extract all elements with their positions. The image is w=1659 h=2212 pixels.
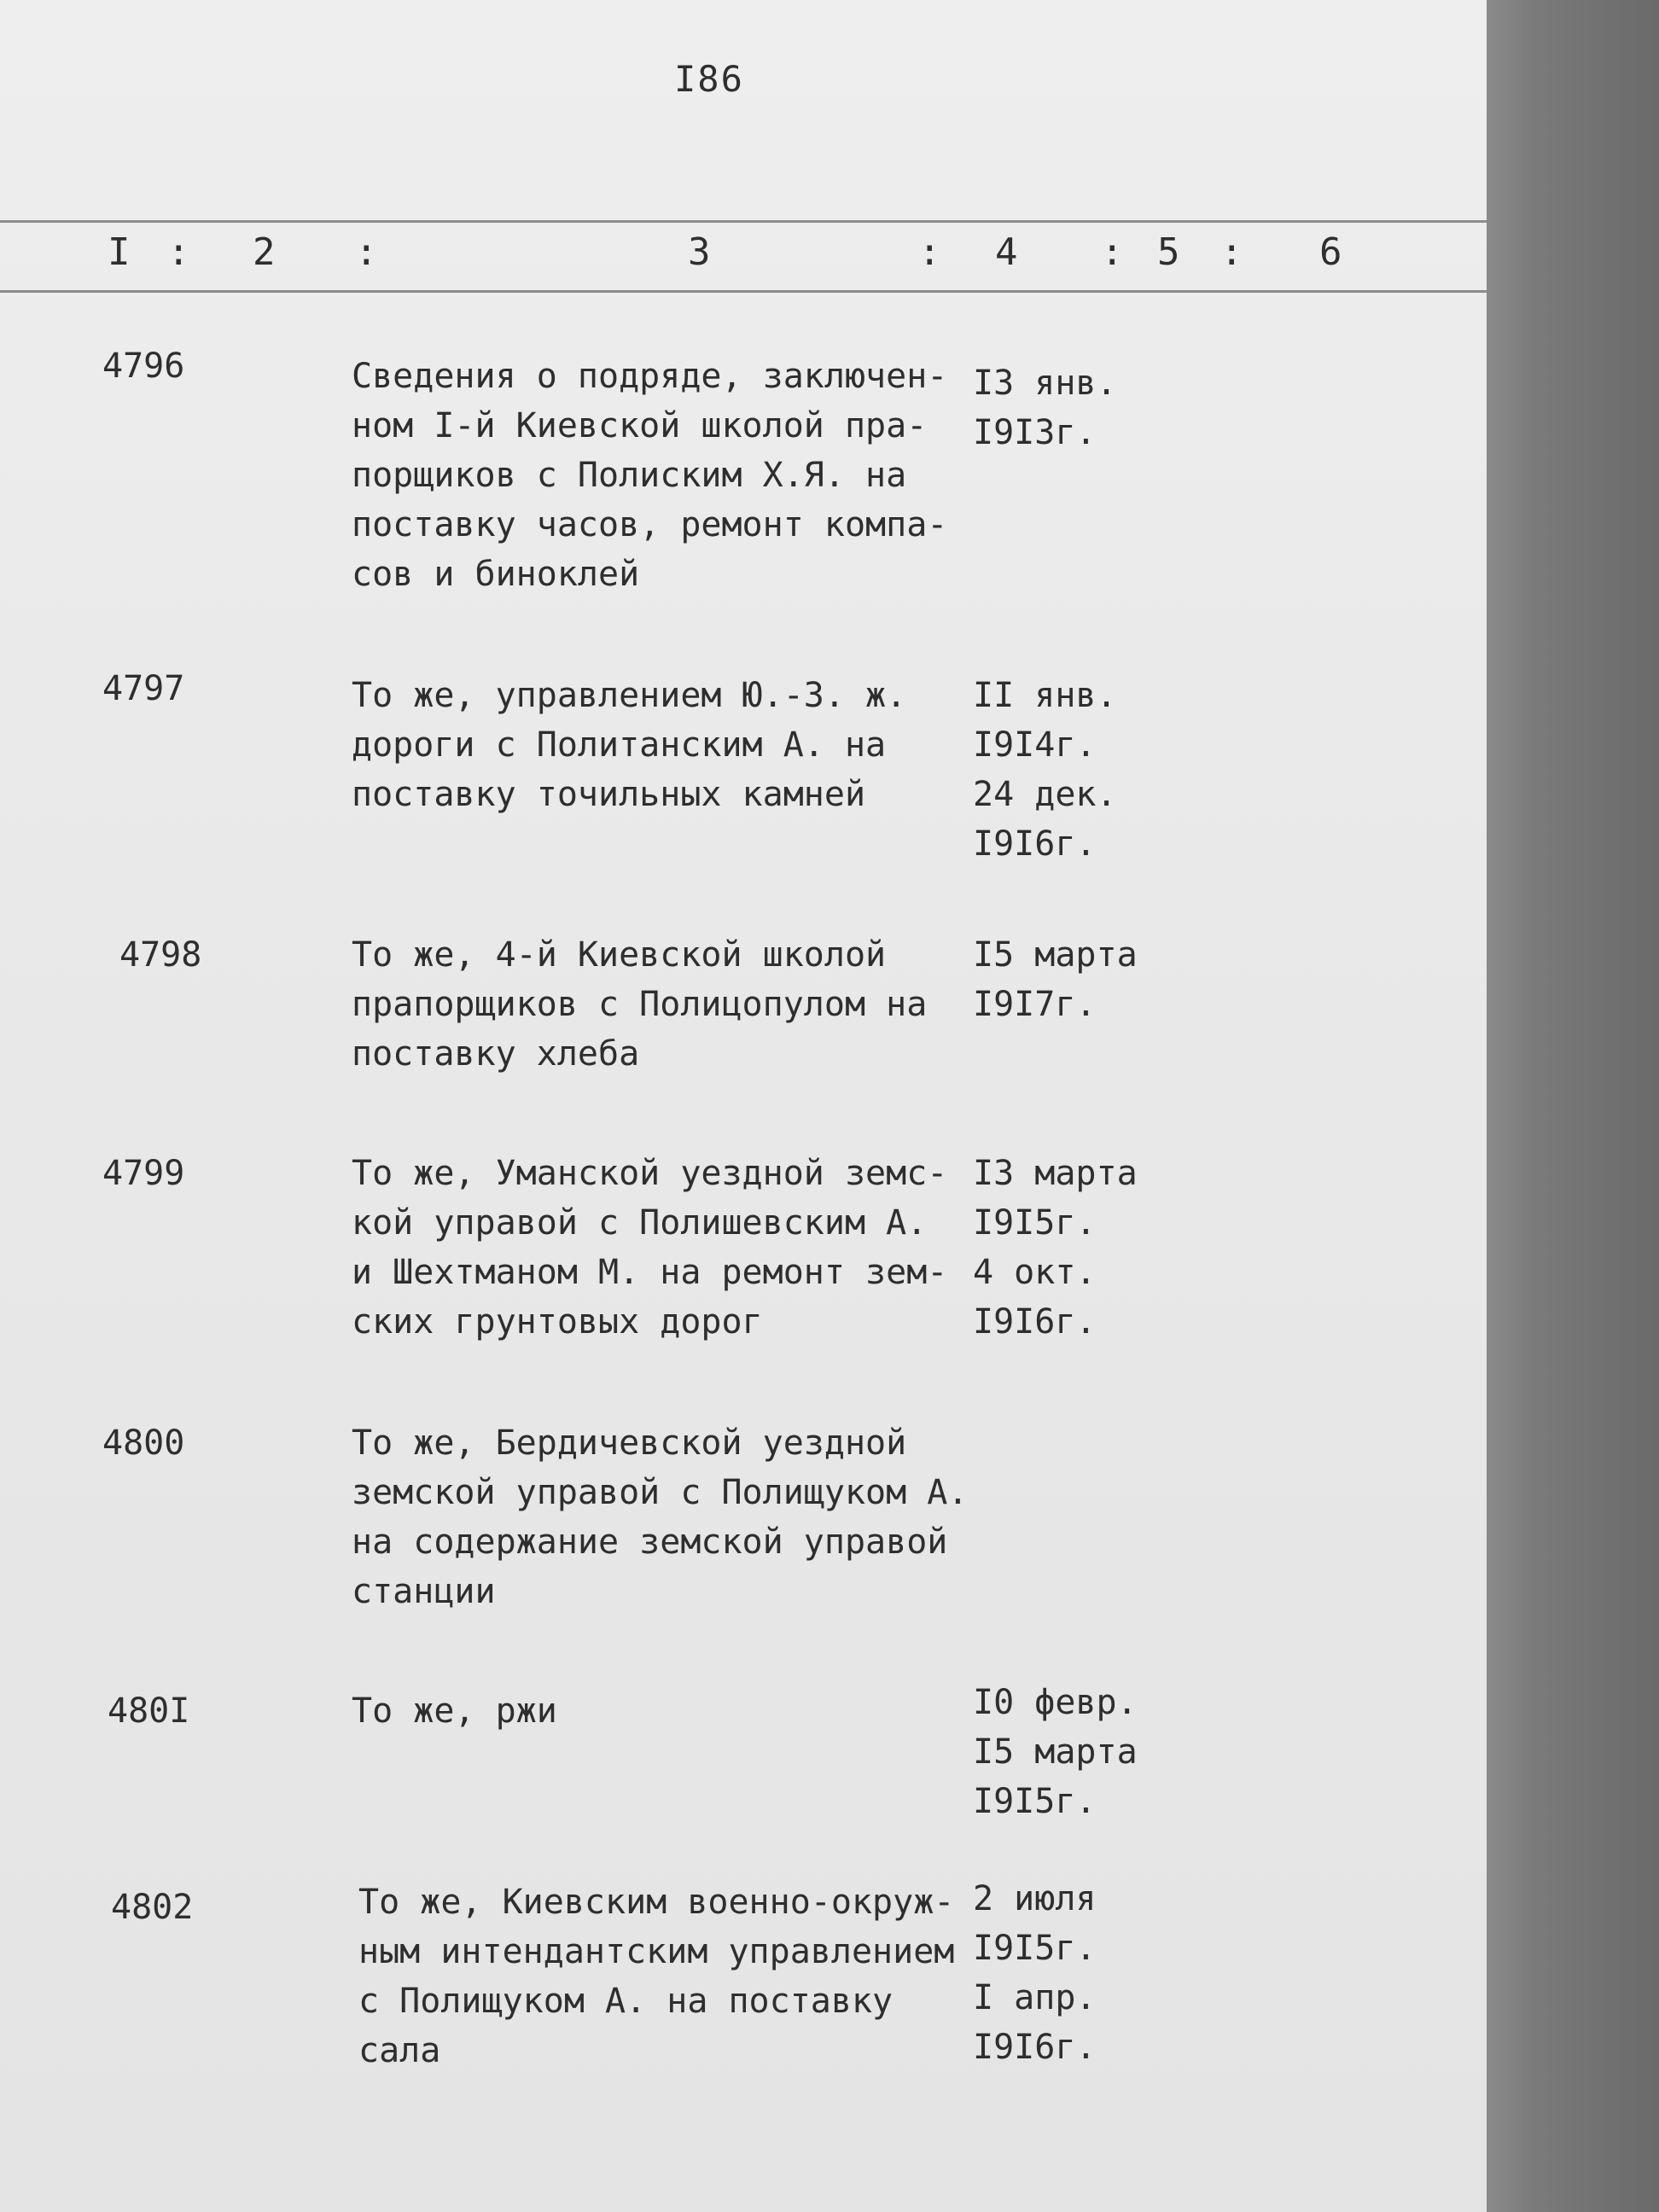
page-edge-shadow — [1487, 0, 1659, 2212]
date-line: I5 марта — [973, 935, 1138, 975]
description-line: Сведения о подряде, заключен- — [352, 357, 948, 396]
date-line: II янв. — [973, 676, 1117, 715]
date-line: I9I5г. — [973, 1782, 1097, 1821]
date-line: I9I6г. — [973, 2028, 1097, 2067]
entry-number: 4800 — [102, 1423, 185, 1463]
description-line: ным интендантским управлением — [358, 1932, 955, 1971]
entry-description — [352, 671, 906, 819]
description-line: поставку точильных камней — [352, 775, 866, 814]
column-header-2: 2 — [253, 230, 276, 274]
description-line: поставку хлеба — [352, 1034, 640, 1074]
page-number: I86 — [674, 58, 744, 100]
column-separator: : — [1101, 230, 1124, 274]
date-line: I9I6г. — [973, 824, 1097, 864]
entry-description — [352, 1686, 557, 1736]
date-line: 24 дек. — [973, 775, 1117, 814]
description-line: кой управой с Полишевским А. — [352, 1203, 928, 1243]
description-line: То же, ржи — [352, 1691, 557, 1731]
entry-description — [352, 1418, 968, 1616]
entry-number: 4797 — [102, 669, 185, 708]
description-line: с Полищуком А. на поставку — [358, 1982, 894, 2021]
entry-dates — [973, 1149, 1138, 1347]
column-separator: : — [918, 230, 941, 274]
entry-dates — [973, 671, 1117, 869]
description-line: То же, Уманской уездной земс- — [352, 1154, 948, 1193]
date-line: I9I6г. — [973, 1302, 1097, 1342]
column-separator: : — [167, 230, 190, 274]
description-line: поставку часов, ремонт компа- — [352, 505, 948, 544]
entry-description — [352, 930, 927, 1079]
column-header-6: 6 — [1319, 230, 1342, 274]
column-header-3: 3 — [688, 230, 711, 274]
entry-dates — [973, 1874, 1097, 2072]
description-line: дороги с Политанским А. на — [352, 725, 887, 765]
description-line: сов и биноклей — [352, 555, 640, 594]
entry-number: 4798 — [119, 935, 202, 975]
description-line: ских грунтовых дорог — [352, 1302, 763, 1342]
column-header-4: 4 — [995, 230, 1018, 274]
description-line: на содержание земской управой — [352, 1522, 948, 1562]
entry-number: 4796 — [102, 346, 185, 386]
entry-dates — [973, 1678, 1138, 1826]
description-line: сала — [358, 2031, 441, 2070]
date-line: I9I4г. — [973, 725, 1097, 765]
entry-number: 4802 — [111, 1888, 194, 1927]
date-line: I9I7г. — [973, 985, 1097, 1024]
date-line: I9I5г. — [973, 1929, 1097, 1968]
date-line: 2 июля — [973, 1879, 1097, 1918]
description-line: станции — [352, 1572, 496, 1611]
description-line: и Шехтманом М. на ремонт зем- — [352, 1253, 948, 1292]
description-line: То же, управлением Ю.-З. ж. — [352, 676, 907, 715]
column-header-1: I — [108, 230, 131, 274]
date-line: I9I5г. — [973, 1203, 1097, 1243]
description-line: То же, 4-й Киевской школой — [352, 935, 887, 975]
description-line: То же, Бердичевской уездной — [352, 1423, 907, 1463]
entry-description — [352, 352, 947, 599]
column-header-5: 5 — [1157, 230, 1180, 274]
date-line: I9I3г. — [973, 413, 1097, 452]
entry-dates — [973, 930, 1138, 1029]
entry-number: 480I — [108, 1691, 190, 1731]
entry-dates — [973, 358, 1117, 457]
date-line: I3 марта — [973, 1154, 1138, 1193]
header-rule-bottom — [0, 290, 1487, 293]
description-line: То же, Киевским военно-окруж- — [358, 1883, 955, 1922]
date-line: I5 марта — [973, 1732, 1138, 1772]
date-line: 4 окт. — [973, 1253, 1097, 1292]
description-line: земской управой с Полищуком А. — [352, 1473, 969, 1512]
entry-number: 4799 — [102, 1154, 185, 1193]
entry-description — [352, 1149, 947, 1347]
description-line: прапорщиков с Полицопулом на — [352, 985, 928, 1024]
date-line: I0 февр. — [973, 1683, 1138, 1722]
column-separator: : — [1220, 230, 1243, 274]
description-line: ном I-й Киевской школой пра- — [352, 406, 928, 445]
column-separator: : — [355, 230, 378, 274]
date-line: I3 янв. — [973, 364, 1117, 403]
description-line: порщиков с Полиским Х.Я. на — [352, 456, 907, 495]
header-rule-top — [0, 220, 1487, 223]
date-line: I апр. — [973, 1978, 1097, 2017]
entry-description — [358, 1877, 954, 2075]
